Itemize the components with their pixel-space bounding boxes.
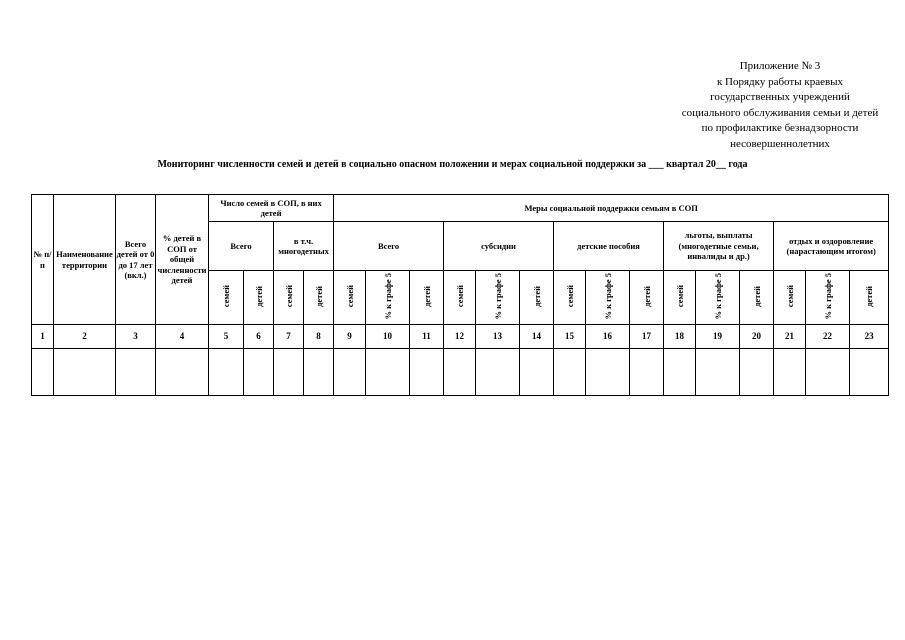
header-subsidies: субсидии — [444, 222, 554, 271]
header-sop-group: Число семей в СОП, в них детей — [209, 195, 334, 222]
column-number: 12 — [444, 325, 476, 349]
subheader-families: семей — [274, 271, 304, 325]
column-number: 1 — [32, 325, 54, 349]
header-territory: Наименование территории — [54, 195, 116, 325]
subheader-families: семей — [774, 271, 806, 325]
column-number: 14 — [520, 325, 554, 349]
column-number: 16 — [586, 325, 630, 349]
appendix-line: к Порядку работы краевых — [716, 75, 844, 88]
table-cell — [366, 349, 410, 396]
column-number: 17 — [630, 325, 664, 349]
table-cell — [520, 349, 554, 396]
table-cell — [774, 349, 806, 396]
subheader-percent: % к графе 5 — [806, 271, 850, 325]
table-cell — [116, 349, 156, 396]
appendix-line: Приложение № 3 — [739, 60, 821, 72]
appendix-line: государственных учреждений — [710, 91, 850, 103]
table-cell — [740, 349, 774, 396]
subheader-percent: % к графе 5 — [476, 271, 520, 325]
appendix-line: социального обслуживания семьи и детей — [681, 106, 879, 119]
subheader-children: детей — [304, 271, 334, 325]
subheader-percent: % к графе 5 — [366, 271, 410, 325]
subheader-children: детей — [520, 271, 554, 325]
appendix-line: по профилактике безнадзорности — [701, 122, 859, 134]
column-number: 19 — [696, 325, 740, 349]
header-privileges: льготы, выплаты (многодетные семьи, инвалиды и др.) — [664, 222, 774, 271]
subheader-children: детей — [850, 271, 889, 325]
column-number: 13 — [476, 325, 520, 349]
column-number: 3 — [116, 325, 156, 349]
data-row-empty — [32, 349, 889, 396]
table-cell — [850, 349, 889, 396]
table-cell — [554, 349, 586, 396]
subheader-families: семей — [664, 271, 696, 325]
subheader-families: семей — [554, 271, 586, 325]
subheader-children: детей — [244, 271, 274, 325]
column-number: 9 — [334, 325, 366, 349]
monitoring-table — [31, 194, 889, 396]
table-cell — [696, 349, 740, 396]
column-number: 18 — [664, 325, 696, 349]
column-number: 22 — [806, 325, 850, 349]
appendix-block — [640, 59, 905, 152]
column-number: 11 — [410, 325, 444, 349]
column-number: 4 — [156, 325, 209, 349]
table-cell — [664, 349, 696, 396]
table-cell — [54, 349, 116, 396]
column-number: 2 — [54, 325, 116, 349]
header-num: № п/п — [32, 195, 54, 325]
header-child-benefits: детские пособия — [554, 222, 664, 271]
column-number: 7 — [274, 325, 304, 349]
document-title: Мониторинг численности семей и детей в социально опасном положении и мерах социальной поддержки за ___ квартал 20__ года — [157, 159, 748, 170]
table-cell — [209, 349, 244, 396]
header-percent-children: % детей в СОП от общей численности детей — [156, 195, 209, 325]
header-children-total: Всего детей от 0 до 17 лет (вкл.) — [116, 195, 156, 325]
table-cell — [410, 349, 444, 396]
subheader-children: детей — [630, 271, 664, 325]
column-number: 5 — [209, 325, 244, 349]
table-cell — [476, 349, 520, 396]
column-number: 23 — [850, 325, 889, 349]
column-number: 15 — [554, 325, 586, 349]
table-cell — [586, 349, 630, 396]
column-number: 21 — [774, 325, 806, 349]
table-cell — [244, 349, 274, 396]
column-number-row — [32, 325, 889, 349]
subheader-families: семей — [334, 271, 366, 325]
table-cell — [444, 349, 476, 396]
header-sop-large: в т.ч. многодетных — [274, 222, 334, 271]
subheader-percent: % к графе 5 — [586, 271, 630, 325]
table-cell — [274, 349, 304, 396]
appendix-line: несовершеннолетних — [730, 137, 830, 150]
table-cell — [630, 349, 664, 396]
header-sop-total: Всего — [209, 222, 274, 271]
table-cell — [156, 349, 209, 396]
subheader-percent: % к графе 5 — [696, 271, 740, 325]
subheader-families: семей — [444, 271, 476, 325]
column-number: 20 — [740, 325, 774, 349]
header-measures-group: Меры социальной поддержки семьям в СОП — [334, 195, 889, 222]
table-cell — [304, 349, 334, 396]
header-measures-total: Всего — [334, 222, 444, 271]
table-cell — [32, 349, 54, 396]
column-number: 10 — [366, 325, 410, 349]
table-cell — [334, 349, 366, 396]
table-cell — [806, 349, 850, 396]
subheader-children: детей — [410, 271, 444, 325]
column-number: 6 — [244, 325, 274, 349]
column-number: 8 — [304, 325, 334, 349]
subheader-children: детей — [740, 271, 774, 325]
subheader-families: семей — [209, 271, 244, 325]
header-recreation: отдых и оздоровление (нарастающим итогом) — [774, 222, 889, 271]
